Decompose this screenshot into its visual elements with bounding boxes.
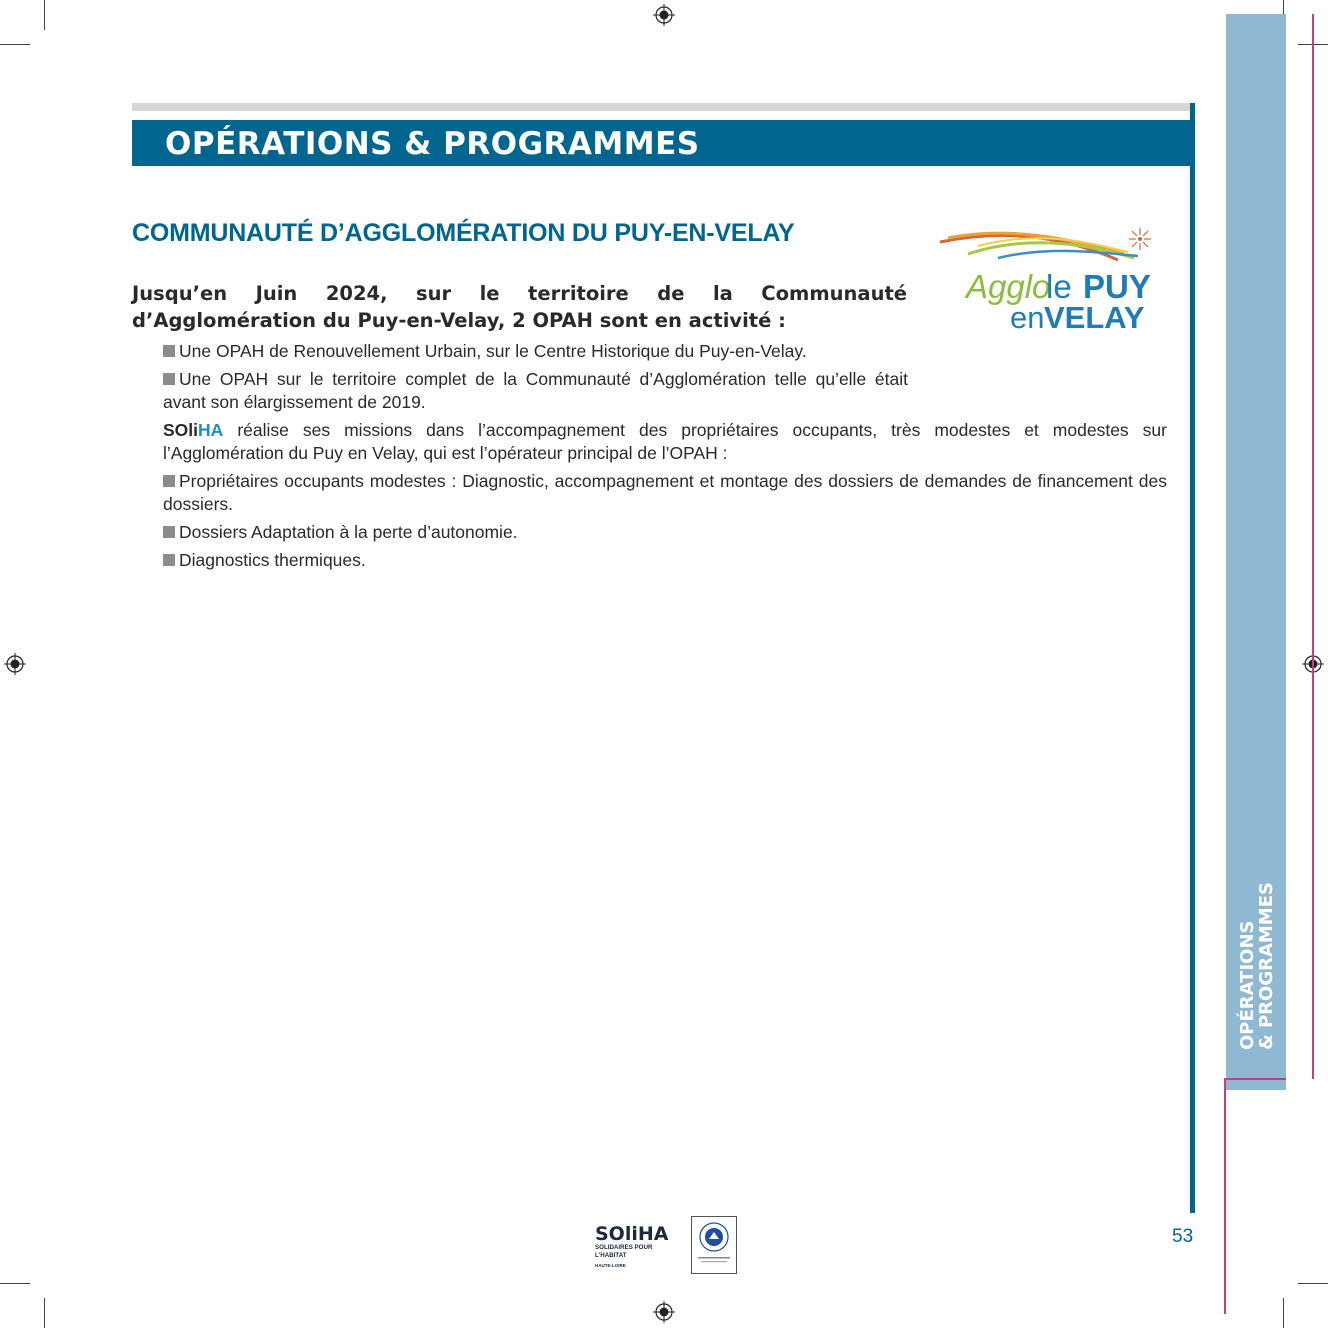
square-bullet-icon [163,475,175,487]
crop-mark [0,44,30,45]
soliha-footer-logo [595,1223,680,1268]
crop-mark [44,1298,45,1328]
logo-word-puy: PUY [1083,268,1151,305]
list-item-text: Une OPAH de Renouvellement Urbain, sur le Centre Historique du Puy-en-Velay. [179,341,807,361]
soliha-logo-region: HAUTE-LOIRE [595,1263,626,1268]
side-tab-label [1238,882,1276,1050]
list-item [163,340,908,363]
square-bullet-icon [163,345,175,357]
soliha-logo-tagline: SOLIDAIRES POUR L'HABITAT [595,1244,653,1259]
mission-paragraph [163,419,1167,465]
list-item [163,470,1167,516]
side-tab-label-line2: & PROGRAMMES [1256,882,1277,1050]
side-tab-border [1224,1078,1286,1080]
sun-icon [1129,228,1151,250]
side-tab-border [1312,14,1314,1079]
logo-word-le: le [1046,268,1072,305]
page-title: OPÉRATIONS & PROGRAMMES [165,126,700,162]
logo-word-agglo: Agglo [966,268,1051,305]
square-bullet-icon [163,373,175,385]
crop-mark [44,0,45,30]
registration-mark-icon [653,4,675,26]
intro-paragraph: Jusqu’en Juin 2024, sur le territoire de la Communauté d’Agglomération du Puy-en-Velay, 2 OPAH sont en activité : [132,282,907,332]
list-item-text: Dossiers Adaptation à la perte d’autonomie. [179,522,518,542]
header-band [132,120,1194,166]
certification-seal-icon [692,1217,736,1273]
list-item-text: Une OPAH sur le territoire complet de la Communauté d’Agglomération telle qu’elle était avant son élargissement de 2019. [163,369,908,412]
header-top-rule [132,103,1192,111]
mission-text: réalise ses missions dans l’accompagnement des propriétaires occupants, très modestes et modestes sur l’Agglomération du Puy en Velay, qui est l’opérateur principal de l’OPAH : [163,420,1167,463]
list-item [163,368,908,414]
brand-soliha-ha: HA [198,420,224,440]
crop-mark [1283,1298,1284,1328]
crop-mark [0,1283,30,1284]
page-number: 53 [1172,1226,1194,1247]
brand-soliha-so: SOli [163,420,199,440]
list-item [163,549,1167,572]
logo-word-en: en [1010,300,1045,334]
agglo-le-puy-logo [938,224,1160,334]
list-item-text: Propriétaires occupants modestes : Diagnostic, accompagnement et montage des dossiers de demandes de financement des dossiers. [163,471,1167,514]
square-bullet-icon [163,554,175,566]
certification-seal [691,1216,737,1274]
logo-word-velay: VELAY [1044,300,1145,334]
list-item [163,521,1167,544]
list-item-text: Diagnostics thermiques. [179,550,366,570]
soliha-logo-name: SOliHA [595,1223,669,1245]
page-vertical-rule [1190,103,1195,1213]
registration-mark-icon [653,1301,675,1323]
registration-mark-icon [4,653,26,675]
side-tab-border [1224,1078,1226,1314]
square-bullet-icon [163,526,175,538]
section-title: COMMUNAUTÉ D’AGGLOMÉRATION DU PUY-EN-VELAY [132,219,795,247]
side-tab-label-line1: OPÉRATIONS [1237,920,1258,1050]
crop-mark [1298,1283,1328,1284]
